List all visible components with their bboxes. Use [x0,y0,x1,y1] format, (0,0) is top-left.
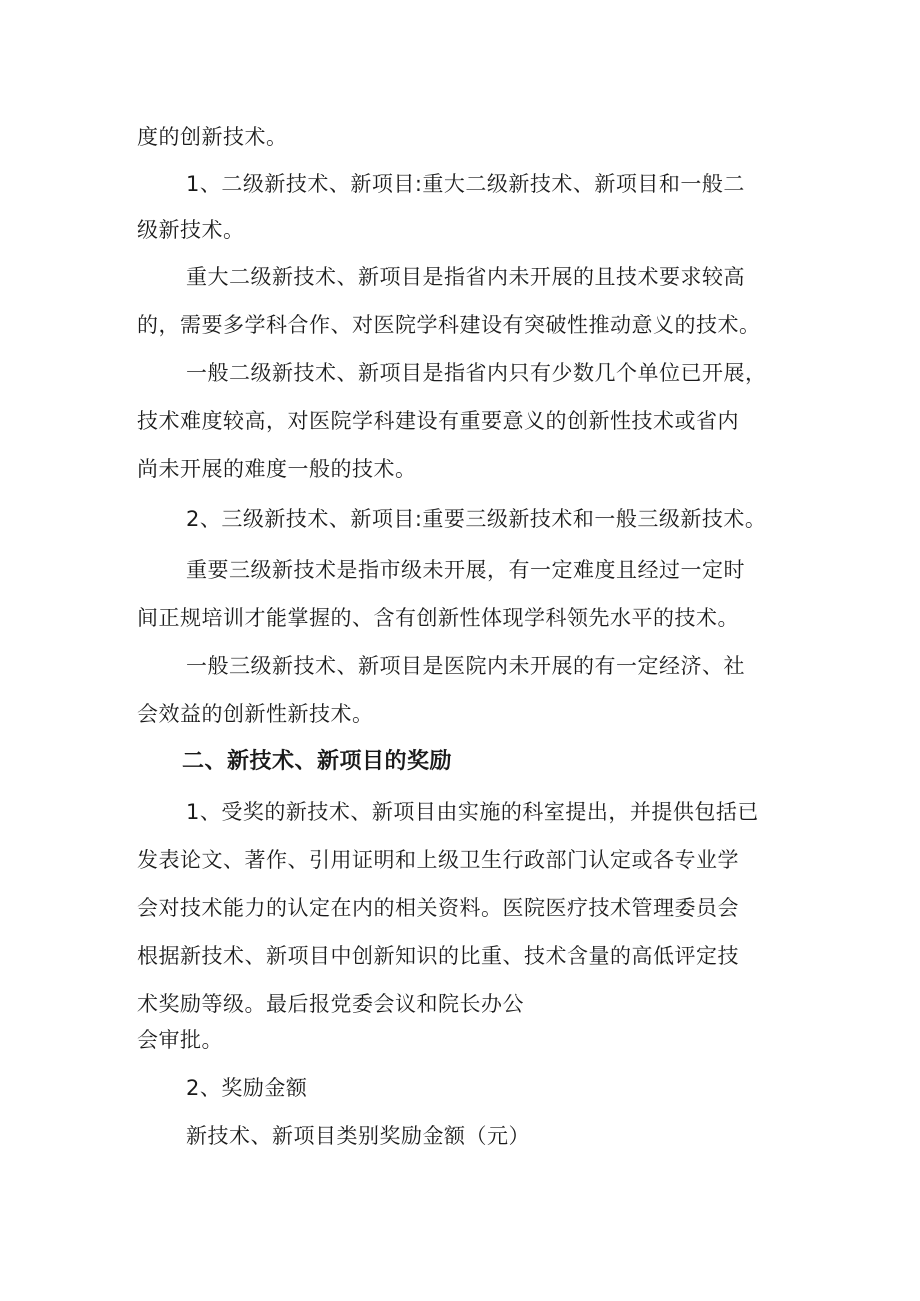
text-line: 技术难度较高，对医院学科建设有重要意义的创新性技术或省内 [137,409,739,433]
text-line: 级新技术。 [137,218,245,242]
text-line: 间正规培训才能掌握的、含有创新性体现学科领先水平的技术。 [137,606,739,630]
text-line: 2、三级新技术、新项目:重要三级新技术和一般三级新技术。 [186,507,767,531]
text-line: 1、二级新技术、新项目:重大二级新技术、新项目和一般二 [186,172,745,196]
text-line: 会效益的创新性新技术。 [137,702,374,726]
text-line: 度的创新技术。 [137,125,288,149]
text-line: 术奖励等级。最后报党委会议和院长办公 [137,992,524,1016]
text-line: 会审批。 [137,1028,223,1052]
text-line: 重要三级新技术是指市级未开展，有一定难度且经过一定时 [186,558,745,582]
text-line: 1、受奖的新技术、新项目由实施的科室提出，并提供包括已 [186,800,759,824]
section-heading: 二、新技术、新项目的奖励 [182,749,453,774]
text-line: 一般三级新技术、新项目是医院内未开展的有一定经济、社 [186,654,745,678]
text-line: 发表论文、著作、引用证明和上级卫生行政部门认定或各专业学 [137,848,739,872]
text-line: 新技术、新项目类别奖励金额（元） [186,1124,530,1148]
text-line: 的，需要多学科合作、对医院学科建设有突破性推动意义的技术。 [137,313,761,337]
text-line: 2、奖励金额 [186,1076,308,1100]
text-line: 重大二级新技术、新项目是指省内未开展的且技术要求较高 [186,265,745,289]
text-line: 一般二级新技术、新项目是指省内只有少数几个单位已开展， [186,361,767,385]
text-line: 会对技术能力的认定在内的相关资料。医院医疗技术管理委员会 [137,896,739,920]
text-line: 尚未开展的难度一般的技术。 [137,457,417,481]
text-line: 根据新技术、新项目中创新知识的比重、技术含量的高低评定技 [137,944,739,968]
